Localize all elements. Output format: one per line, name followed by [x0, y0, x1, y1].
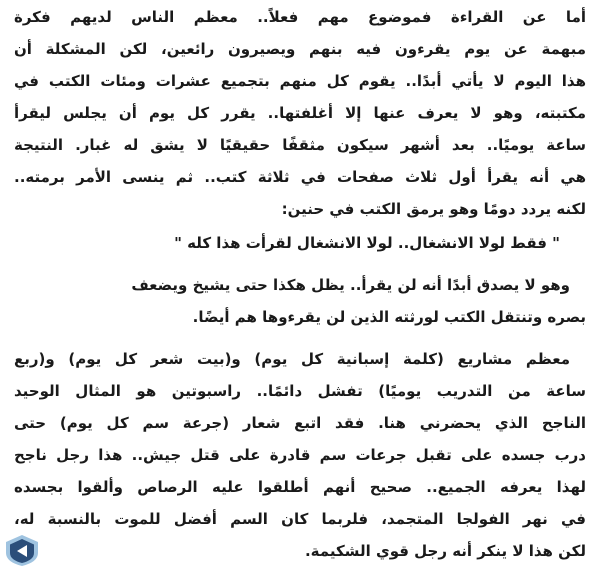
- text-line-14: درب جسده على تقبل جرعات سم قادرة على قتل جيش.. هذا رجل ناجح: [14, 446, 586, 464]
- text-line-2: مبهمة عن يوم يقرءون فيه بنهم ويصيرون رائعين، لكن المشكلة أن: [14, 40, 586, 58]
- text-line-10: بصره وتنتقل الكتب لورثته الذين لن يقرءوها هم أيضًا.: [192, 308, 586, 326]
- text-line-6: هي أنه يقرأ أول ثلاث صفحات في ثلاثة كتب.. ثم ينسى الأمر برمته..: [14, 168, 586, 186]
- text-line-12: ساعة من التدريب يوميًا) تفشل دائمًا.. راسبوتين هو المثال الوحيد: [14, 382, 586, 400]
- nav-badge-button[interactable]: [2, 533, 42, 567]
- shield-nav-icon: [2, 533, 42, 567]
- text-line-16: في نهر الفولجا المتجمد، فلربما كان السم أفضل للموت بالنسبة له،: [14, 510, 586, 528]
- text-line-4: مكتبته، وهو لا يعرف عنها إلا أغلفتها.. يقرر كل يوم أن يجلس ليقرأ: [14, 104, 586, 122]
- text-line-9: وهو لا يصدق أبدًا أنه لن يقرأ.. يظل هكذا حتى يشيخ ويضعف: [131, 276, 570, 294]
- text-line-3: هذا اليوم لا يأتي أبدًا.. يقوم كل منهم بتجميع عشرات ومئات الكتب في: [14, 72, 586, 90]
- text-line-11: معظم مشاريع (كلمة إسبانية كل يوم) و(بيت شعر كل يوم) و(ربع: [14, 350, 570, 368]
- text-line-5: ساعة يوميًا.. بعد أشهر سيكون مثقفًا حقيقيًا لا يشق له غبار. النتيجة: [14, 136, 586, 154]
- text-line-7: لكنه يردد دومًا وهو يرمق الكتب في حنين:: [281, 200, 586, 218]
- text-line-13: الناجح الذي يحضرني هنا. فقد اتبع شعار (جرعة سم كل يوم) حتى: [14, 414, 586, 432]
- text-line-15: لهذا يعرفه الجميع.. صحيح أنهم أطلقوا عليه الرصاص وألقوا بجسده: [14, 478, 586, 496]
- text-line-1: أما عن القراءة فموضوع مهم فعلاً.. معظم الناس لديهم فكرة: [14, 8, 586, 26]
- text-line-17: لكن هذا لا ينكر أنه رجل قوي الشكيمة.: [304, 542, 586, 560]
- quote-line: " فقط لولا الانشغال.. لولا الانشغال لقرأت هذا كله ": [174, 234, 560, 252]
